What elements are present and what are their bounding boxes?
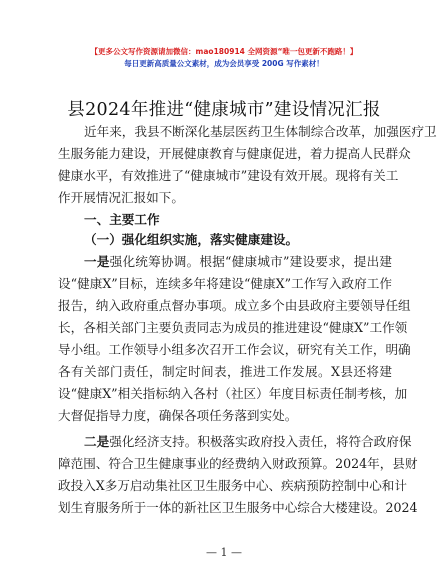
intro-line: 生服务能力建设，开展健康教育与健康促进，着力提高人民群众	[58, 146, 411, 161]
paragraph-line	[84, 254, 392, 270]
subsection-heading: （一）强化组织实施，落实健康建设。	[84, 232, 299, 247]
paragraph-line: 报告，纳入政府重点督办事项。成立多个由县政府主要领导任组	[58, 298, 411, 313]
intro-line: 近年来，我县不断深化基层医药卫生体制综合改革，加强医疗卫	[84, 124, 437, 139]
paragraph-line: 长，各相关部门主要负责同志为成员的推进建设“健康X”工作领	[58, 320, 408, 335]
paragraph-lead: 一是	[84, 254, 110, 269]
promo-banner-blue: 每日更新高质量公文素材，成为会员享受 200G 写作素材！	[124, 59, 324, 68]
paragraph-line: 各有关部门责任，制定时间表，推进工作发展。X县还将建	[58, 364, 392, 379]
paragraph-line: 设“健康X”相关指标纳入各村（社区）年度目标责任制考核，加	[58, 386, 408, 401]
intro-line: 作开展情况汇报如下。	[58, 190, 184, 205]
promo-banner-red: 【更多公文写作资源请加微信：mao180914 全网资源“唯一包更新不跑路！】	[90, 47, 358, 56]
page-number: — 1 —	[206, 546, 242, 559]
paragraph-line: 设“健康X”目标，连续多年将建设“健康X”工作写入政府工作	[58, 276, 392, 291]
paragraph-line: 大督促指导力度，确保各项任务落到实处。	[58, 408, 298, 423]
paragraph-line: 障范围、符合卫生健康事业的经费纳入财政预算。2024年，县财	[58, 456, 418, 471]
paragraph-line: 导小组。工作领导小组多次召开工作会议，研究有关工作，明确	[58, 342, 411, 357]
paragraph-line: 划生育服务所于一体的新社区卫生服务中心综合大楼建设。2024	[58, 500, 418, 515]
document-title: 县2024年推进“健康城市”建设情况汇报	[67, 100, 381, 120]
paragraph-text: 强化经济支持。积极落实政府投入责任，将符合政府保	[109, 434, 412, 449]
section-heading: 一、主要工作	[84, 212, 160, 227]
paragraph-text: 强化统筹协调。根据“健康城市”建设要求，提出建	[109, 254, 393, 269]
paragraph-line: 政投入X多万启动集社区卫生服务中心、疾病预防控制中心和计	[58, 478, 407, 493]
paragraph-line	[84, 434, 412, 450]
intro-line: 健康水平，有效推进了“健康城市”建设有效开展。现将有关工	[58, 168, 399, 183]
paragraph-lead: 二是	[84, 434, 110, 449]
